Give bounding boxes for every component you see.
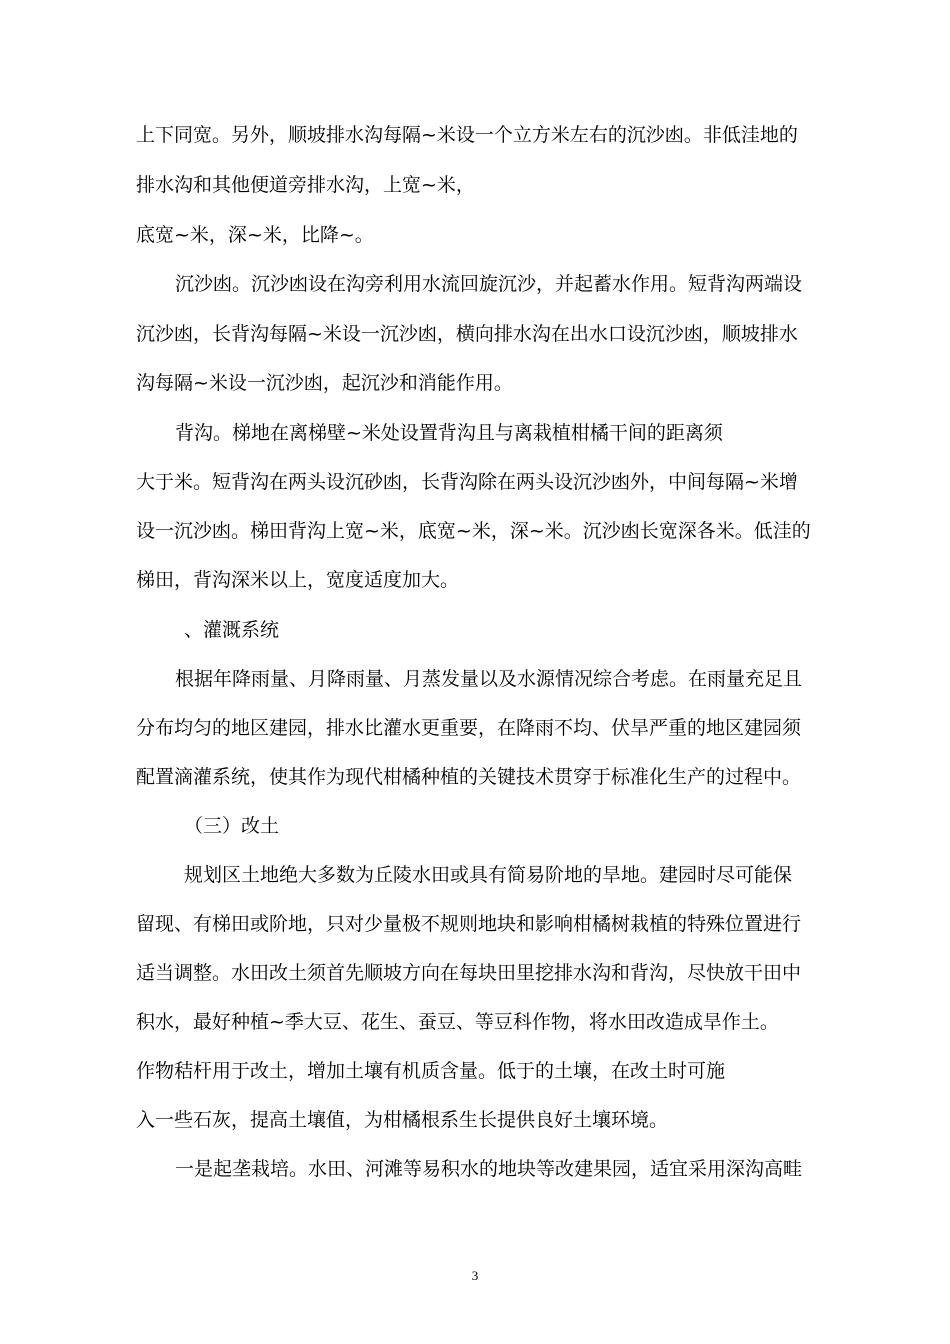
text-line: 入一些石灰，提高土壤值，为柑橘根系生长提供良好土壤环境。: [136, 1109, 669, 1131]
text-line: 上下同宽。另外，顺坡排水沟每隔~米设一个立方米左右的沉沙凼。非低洼地的: [136, 124, 798, 146]
page-number: 3: [471, 1268, 479, 1283]
text-line: 大于米。短背沟在两头设沉砂凼，长背沟除在两头设沉沙凼外，中间每隔~米增: [136, 471, 798, 493]
text-line: 作物秸杆用于改土，增加土壤有机质含量。低于的土壤，在改土时可施: [136, 1060, 726, 1082]
text-line: 配置滴灌系统，使其作为现代柑橘种植的关键技术贯穿于标准化生产的过程中。: [136, 766, 802, 788]
text-line: 一是起垄栽培。水田、河滩等易积水的地块等改建果园，适宜采用深沟高畦: [175, 1158, 803, 1180]
text-line: 根据年降雨量、月降雨量、月蒸发量以及水源情况综合考虑。在雨量充足且: [175, 668, 803, 690]
text-line: 背沟。梯地在离梯壁~米处设置背沟且与离栽植柑橘干间的距离须: [175, 422, 723, 444]
section-heading: （三）改土: [184, 815, 280, 837]
text-line: 排水沟和其他便道旁排水沟，上宽~米，: [136, 174, 475, 196]
text-line: 留现、有梯田或阶地，只对少量极不规则地块和影响柑橘树栽植的特殊位置进行: [136, 913, 802, 935]
text-line: 沉沙凼，长背沟每隔~米设一沉沙凼，横向排水沟在出水口设沉沙凼，顺坡排水: [136, 323, 798, 345]
text-line: 梯田，背沟深米以上，宽度适度加大。: [136, 569, 460, 591]
text-line: 设一沉沙凼。梯田背沟上宽~米，底宽~米，深~米。沉沙凼长宽深各米。低洼的: [136, 520, 811, 542]
section-heading: 、灌溉系统: [184, 619, 280, 641]
text-line: 适当调整。水田改土须首先顺坡方向在每块田里挖排水沟和背沟，尽快放干田中: [136, 962, 802, 984]
text-line: 沉沙凼。沉沙凼设在沟旁利用水流回旋沉沙，并起蓄水作用。短背沟两端设: [175, 273, 803, 295]
text-line: 分布均匀的地区建园，排水比灌水更重要，在降雨不均、伏旱严重的地区建园须: [136, 717, 802, 739]
text-line: 积水，最好种植~季大豆、花生、蚕豆、等豆科作物，将水田改造成旱作土。: [136, 1011, 779, 1033]
text-line: 沟每隔~米设一沉沙凼，起沉沙和消能作用。: [136, 372, 513, 394]
text-line: 规划区土地绝大多数为丘陵水田或具有简易阶地的旱地。建园时尽可能保: [184, 864, 793, 886]
text-line: 底宽~米，深~米，比降~。: [136, 224, 374, 246]
